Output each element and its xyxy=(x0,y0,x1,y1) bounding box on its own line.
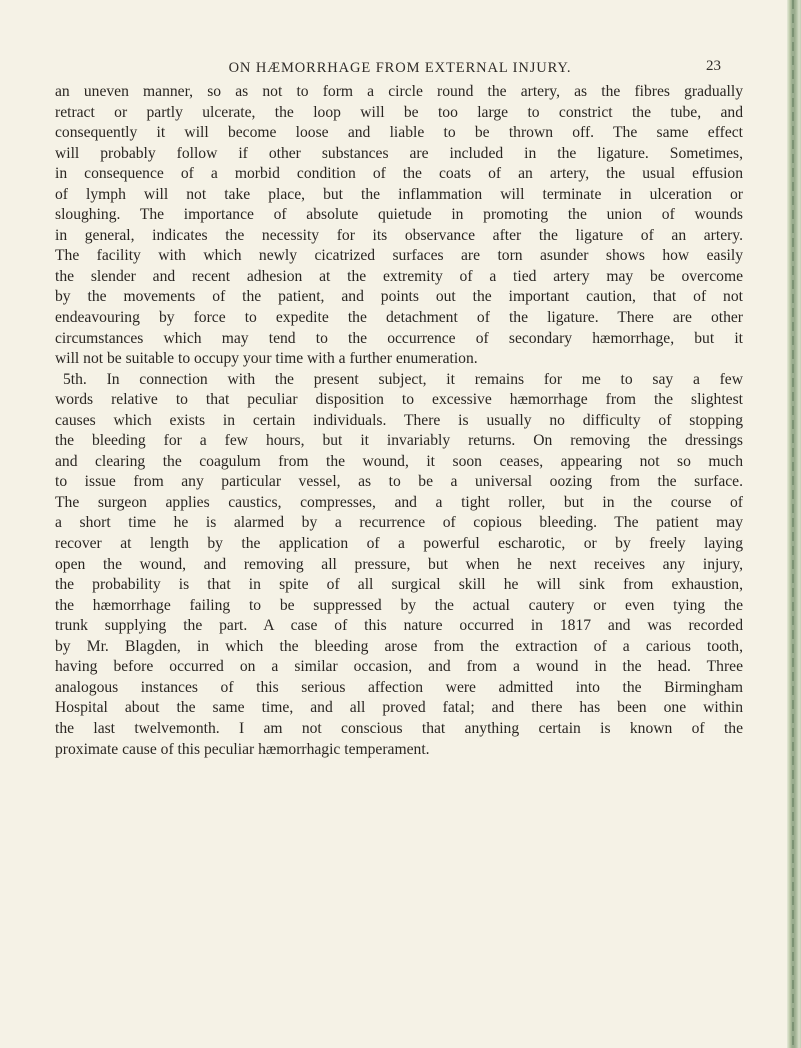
text-line: consequently it will become loose and liable to be thrown off. The same effect xyxy=(55,124,743,142)
text-line: the bleeding for a few hours, but it invariably returns. On removing the dressings xyxy=(55,432,743,450)
body-text xyxy=(55,82,743,760)
text-line: will not be suitable to occupy your time with a further enumeration. xyxy=(55,350,478,368)
running-head: ON HÆMORRHAGE FROM EXTERNAL INJURY. xyxy=(228,60,572,76)
text-line: The surgeon applies caustics, compresses, and a tight roller, but in the course of xyxy=(55,493,743,511)
text-line: open the wound, and removing all pressure, but when he next receives any injury, xyxy=(55,555,743,573)
text-line: having before occurred on a similar occasion, and from a wound in the head. Three xyxy=(55,658,743,676)
text-line: in consequence of a morbid condition of the coats of an artery, the usual effusion xyxy=(55,165,743,183)
text-line: causes which exists in certain individuals. There is usually no difficulty of stopping xyxy=(55,411,743,429)
text-line: retract or partly ulcerate, the loop will be too large to constrict the tube, and xyxy=(55,103,743,121)
text-line: an uneven manner, so as not to form a circle round the artery, as the fibres gradually xyxy=(55,83,743,100)
text-line: by the movements of the patient, and points out the important caution, that of not xyxy=(55,288,743,306)
page-number: 23 xyxy=(706,58,721,74)
paragraph-first-line: 5th. In connection with the present subject, it remains for me to say a few xyxy=(63,370,743,388)
binding-edge xyxy=(787,0,801,1048)
text-line: of lymph will not take place, but the inflammation will terminate in ulceration or xyxy=(55,185,743,203)
text-line: and clearing the coagulum from the wound, it soon ceases, appearing not so much xyxy=(55,452,743,470)
text-line: the last twelvemonth. I am not conscious that anything certain is known of the xyxy=(55,719,743,737)
text-line: circumstances which may tend to the occurrence of secondary hæmorrhage, but it xyxy=(55,329,743,347)
text-line: The facility with which newly cicatrized surfaces are torn asunder shows how easily xyxy=(55,247,743,265)
text-line: the slender and recent adhesion at the extremity of a tied artery may be overcome xyxy=(55,267,743,285)
text-line: the hæmorrhage failing to be suppressed by the actual cautery or even tying the xyxy=(55,596,743,614)
text-line: recover at length by the application of a powerful escharotic, or by freely laying xyxy=(55,535,743,553)
text-line: to issue from any particular vessel, as to be a universal oozing from the surface. xyxy=(55,473,743,491)
text-line: endeavouring by force to expedite the detachment of the ligature. There are other xyxy=(55,309,743,327)
text-line: analogous instances of this serious affection were admitted into the Birmingham xyxy=(55,678,743,696)
text-line: a short time he is alarmed by a recurrence of copious bleeding. The patient may xyxy=(55,514,743,532)
text-line: sloughing. The importance of absolute quietude in promoting the union of wounds xyxy=(55,206,743,224)
text-line: in general, indicates the necessity for its observance after the ligature of an artery. xyxy=(55,226,743,244)
text-line: words relative to that peculiar disposition to excessive hæmorrhage from the slightest xyxy=(55,391,743,409)
text-line: trunk supplying the part. A case of this nature occurred in 1817 and was recorded xyxy=(55,617,743,635)
text-line: Hospital about the same time, and all proved fatal; and there has been one within xyxy=(55,699,743,717)
text-line: by Mr. Blagden, in which the bleeding arose from the extraction of a carious tooth, xyxy=(55,637,743,655)
text-line: will probably follow if other substances are included in the ligature. Sometimes, xyxy=(55,144,743,162)
text-line: the probability is that in spite of all surgical skill he will sink from exhaustion, xyxy=(55,576,743,594)
text-line: proximate cause of this peculiar hæmorrhagic temperament. xyxy=(55,740,430,758)
